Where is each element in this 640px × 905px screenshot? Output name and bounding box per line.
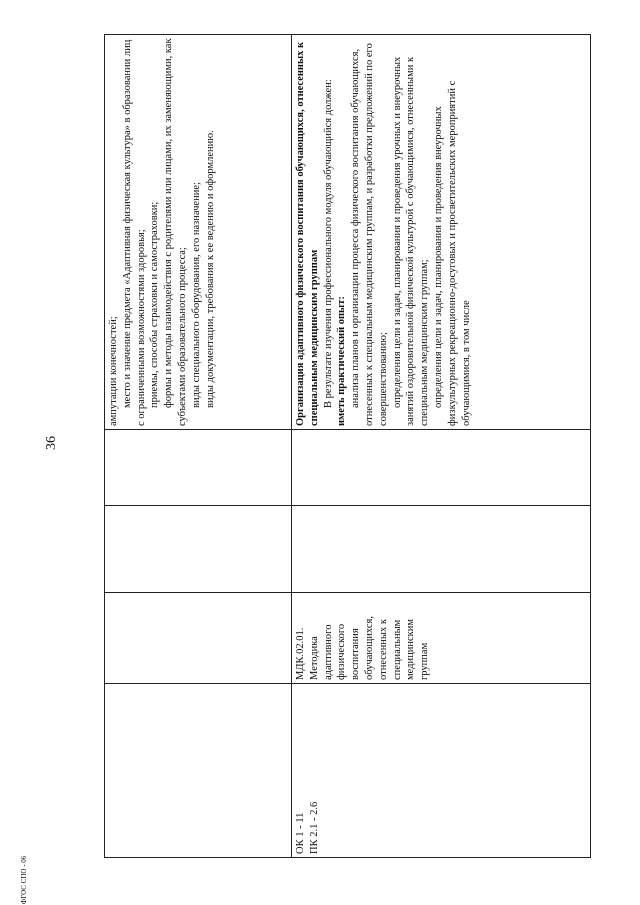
content-line: виды специального оборудования, его назначение; xyxy=(190,182,202,408)
competencies-cell xyxy=(292,684,591,858)
curriculum-table xyxy=(104,34,591,858)
table-row xyxy=(292,35,591,858)
hours-cell xyxy=(105,430,292,506)
table-row xyxy=(105,35,292,858)
hours-cell xyxy=(292,506,591,593)
competency-item: ОК 1 - 11 xyxy=(295,812,307,854)
page-number: 36 xyxy=(44,436,59,450)
footer-label: ФГОС СПО - 06 xyxy=(20,855,28,905)
content-line: место и значение предмета «Адаптивная физическая культура» в образовании лиц с ограниченными возможностями здоровья; xyxy=(121,39,147,426)
rotated-table-container xyxy=(104,36,591,858)
content-line: виды документации, требования к ее ведению и оформлению. xyxy=(204,130,216,408)
competencies-cell xyxy=(105,684,292,858)
mdk-cell xyxy=(292,593,591,684)
content-line: формы и методы взаимодействия с родителями или лицами, их заменяющими, как субъектами образовательного процесса; xyxy=(163,38,188,426)
content-line: приемы, способы страховки и самостраховки; xyxy=(149,201,161,408)
content-line: определения цели и задач, планирования и проведения урочных и внеурочных занятий оздоровительной физической культурой с обучающимися, отнесенными к специальным медицинским группам; xyxy=(391,56,431,426)
content-line: анализа планов и организации процесса физического воспитания обучающихся, отнесенных к специальным медицинским группам, и разработки предложений по его совершенствованию; xyxy=(350,43,389,426)
mdk-text: МДК.02.01. Методика адаптивного физического воспитания обучающихся, отнесенных к специальным медицинским группам xyxy=(295,616,431,680)
hours-cell xyxy=(292,430,591,506)
module-title: Организация адаптивного физического воспитания обучающихся, отнесенных к специальным медицинским группам xyxy=(295,41,320,426)
competency-item: ПК 2.1 - 2.6 xyxy=(308,801,320,854)
content-line: определения цели и задач, планирования и проведения внеурочных физкультурных рекреационно-досуговых и просветительских мероприятий с обучающимися, в том числе xyxy=(433,80,472,426)
content-line: ампутации конечностей; xyxy=(108,316,119,426)
content-line: В результате изучения профессионального модуля обучающийся должен: xyxy=(322,79,334,408)
hours-cell xyxy=(105,506,292,593)
content-subheading: иметь практический опыт: xyxy=(336,296,348,426)
content-cell xyxy=(292,35,591,430)
mdk-cell xyxy=(105,593,292,684)
content-cell xyxy=(105,35,292,430)
